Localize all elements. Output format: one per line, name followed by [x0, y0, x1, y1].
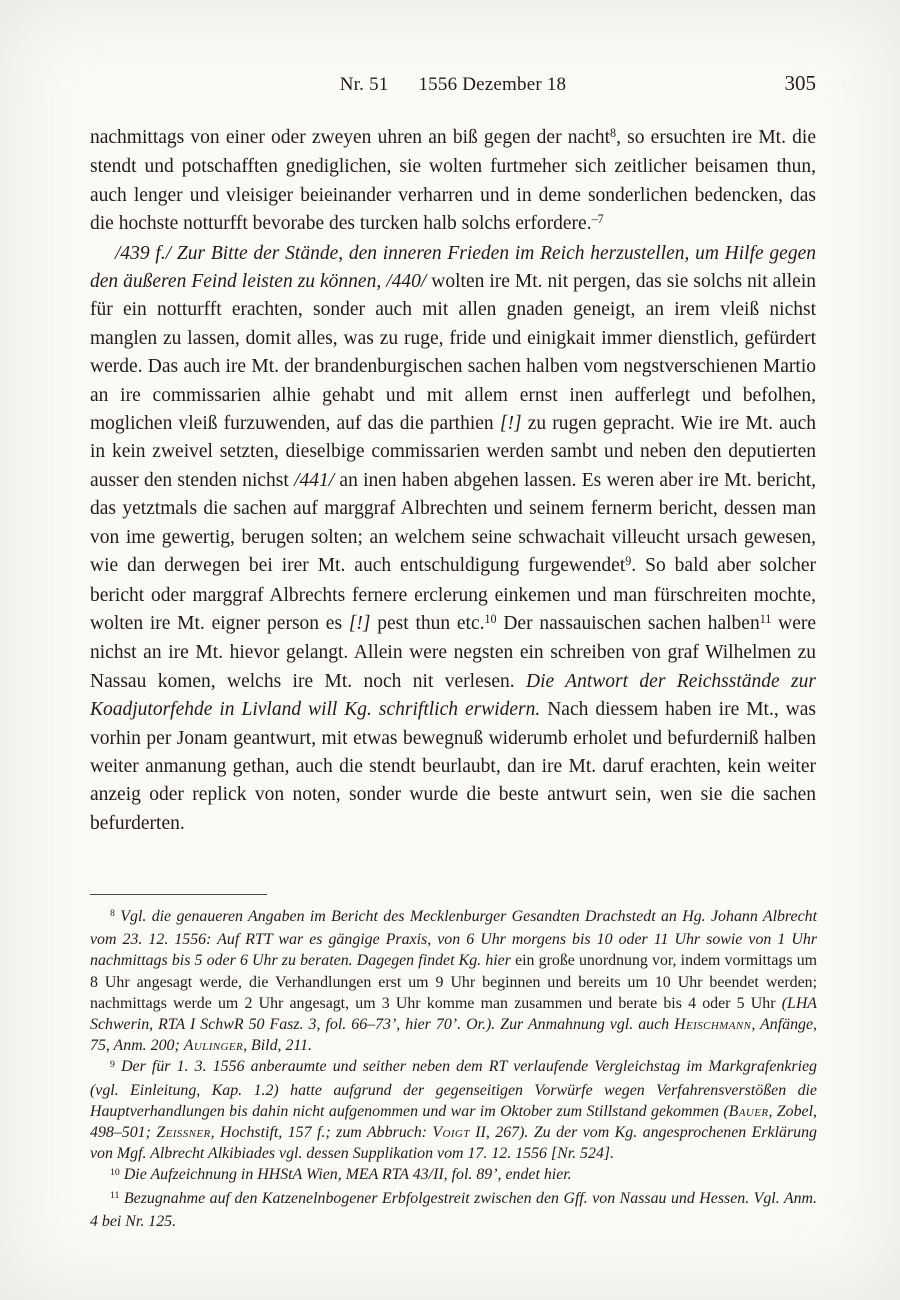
footnote-ref: 8 [110, 908, 115, 920]
text-run: [!] [499, 413, 522, 435]
text-run: Bauer [728, 1102, 769, 1120]
text-run: , Zobel, 498–501; [90, 1102, 817, 1142]
text-run: pest thun etc. [370, 612, 485, 634]
footnote-ref: –7 [591, 212, 604, 227]
text-run: , Bild, 211. [243, 1037, 313, 1055]
text-run: an inen haben abgehen lassen. Es weren aber ire Mt. bericht, das yetztmals die sachen auf marggraf Albrechten und seinem fernerm bericht, dessen man von ime gewertig, berugen solten; an welchem seine schwachait villeucht ursach gewesen, wie dan derwegen bei irer Mt. auch entschuldigung furgewendet [90, 469, 816, 577]
footnote-ref: 8 [610, 125, 617, 140]
footnote-separator [90, 894, 267, 895]
text-run: , so ersuchten ire Mt. die stendt und potschafften gnediglichen, sie wolten furtmeher sich zeitlicher beisamen thun, auch lenger und vleisiger beieinander verharren und in deme sonderlichen bedencken, das die hochste notturfft bevorabe des turcken halb solchs erfordere. [90, 127, 816, 235]
text-run: /439 f./ Zur Bitte der Stände, den inneren Frieden im Reich herzustellen, um Hilfe gegen den äußeren Feind leisten zu können, /440/ [90, 242, 816, 293]
text-run: Vgl. die genaueren Angaben im Bericht des Mecklenburger Gesandten Drachstedt an Hg. Johann Albrecht vom 23. 12. 1556: Auf RTT war es gängige Praxis, von 6 Uhr morgens bis 10 oder 11 Uhr sowie von 1 Uhr nachmittags bis 5 oder 6 Uhr zu beraten. Dagegen findet Kg. hier [90, 908, 817, 970]
footnote-area [90, 894, 817, 1232]
text-run: Nach diessem haben ire Mt., was vorhin per Jonam geantwurt, mit etwas bewegnuß widerumb erholet und befurderniß halben weiter anmanung gethan, auch die stendt beurlaubt, dan ire Mt. daruf erachten, kein weiter anzeig oder replick von noten, sonder wurde die beste antwurt sein, wen sie die sachen befurderten. [90, 699, 816, 834]
text-run: , Hochstift, 157 f.; zum Abbruch: [210, 1124, 433, 1142]
footnote [90, 1056, 817, 1164]
header-caption [90, 74, 816, 96]
text-run: Der nassauischen sachen halben [496, 612, 760, 634]
footnotes-list [90, 906, 817, 1232]
footnote-ref: 11 [110, 1189, 120, 1201]
text-run: zu rugen gepracht. Wie ire Mt. auch in kein zweivel setzten, dieselbige commissarien werden sambt und neben den deputierten ausser den stenden nichst [90, 413, 816, 491]
text-run: Heischmann [674, 1016, 752, 1034]
text-run: II, 267). Zu der vom Kg. angesprochenen Erklärung von Mgf. Albrecht Alkibiades vgl. dessen Supplikation vom 17. 12. 1556 [Nr. 524]. [90, 1124, 817, 1163]
header-date: 1556 Dezember 18 [418, 74, 567, 95]
page-number: 305 [784, 71, 816, 95]
text-run: ein große unordnung vor, indem vormittags um 8 Uhr angesagt werde, die Verhandlungen erst um 9 Uhr beginnen und bereits um 10 Uhr beendet werden; nachmittags werde um 2 Uhr angesagt, um 3 Uhr komme man zusammen und berate bis 4 oder 5 Uhr [90, 952, 817, 1012]
text-run: nachmittags von einer oder zweyen uhren an biß gegen der nacht [90, 127, 611, 148]
body-paragraph [90, 240, 816, 839]
footnote-ref: 10 [110, 1166, 120, 1178]
footnote-ref: 11 [759, 611, 772, 626]
page-header [90, 71, 816, 106]
body-paragraph [90, 124, 816, 240]
text-run: /441/ [294, 469, 335, 491]
footnote-ref: 10 [484, 611, 497, 626]
body-text [90, 124, 816, 838]
footnote [90, 906, 817, 1056]
text-run: . So bald aber solcher bericht oder marggraf Albrechts fernere erclerung einkemen und man fürschreiten mochte, wolten ire Mt. eigner person es [90, 555, 816, 634]
footnote [90, 1188, 817, 1232]
text-run: Zeissner [156, 1124, 211, 1142]
text-run: Die Antwort der Reichsstände zur Koadjutorfehde in Livland will Kg. schriftlich erwidern. [90, 670, 816, 721]
text-run: Der für 1. 3. 1556 anberaumte und seither neben dem RT verlaufende Vergleichstag im Markgrafenkrieg (vgl. Einleitung, Kap. 1.2) hatte aufgrund der gegenseitigen Vorwürfe wegen Verfahrensverstößen die Hauptverhandlungen bis dahin nicht aufgenommen und war im Oktober zum Stillstand gekommen ( [90, 1058, 817, 1120]
text-run: Voigt [432, 1124, 470, 1142]
text-run: Die Aufzeichnung in HHStA Wien, MEA RTA 43/II, fol. 89’, endet hier. [119, 1166, 572, 1184]
page-content [90, 71, 816, 838]
text-run: wolten ire Mt. nit pergen, das sie solchs nit allein für ein notturfft erachten, sonder auch mit allen gnaden geneigt, an irem vleiß nichst manglen zu lassen, domit alles, was zu ruge, fride und einigkait immer dienstlich, gefürdert werde. Das auch ire Mt. der brandenburgischen sachen halben vom negstverschienen Martio an ire commissarien alhie gehabt und mit allem ernst inen aufferlegt und befolhen, moglichen vleiß furzuwenden, auf das die parthien [90, 271, 816, 435]
footnote [90, 1164, 817, 1187]
text-run: Bezugnahme auf den Katzenelnbogener Erbfolgestreit zwischen den Gff. von Nassau und Hessen. Vgl. Anm. 4 bei Nr. 125. [90, 1189, 817, 1230]
text-run: Aulinger [183, 1037, 244, 1055]
header-doc-number: Nr. 51 [339, 74, 389, 95]
text-run: , Anfänge, 75, Anm. 200; [90, 1016, 817, 1055]
footnote-ref: 9 [110, 1058, 115, 1070]
text-run: [!] [348, 612, 371, 634]
text-run: (LHA Schwerin, RTA I SchwR 50 Fasz. 3, fol. 66–73’, hier 70’. Or.). Zur Anmahnung vgl. auch [90, 994, 817, 1034]
text-run: were nichst an ire Mt. hievor gelangt. Allein were negsten ein schreiben von graf Wilhelmen zu Nassau komen, welchs ire Mt. noch nit verlesen. [90, 612, 816, 692]
footnote-ref: 9 [625, 554, 632, 569]
